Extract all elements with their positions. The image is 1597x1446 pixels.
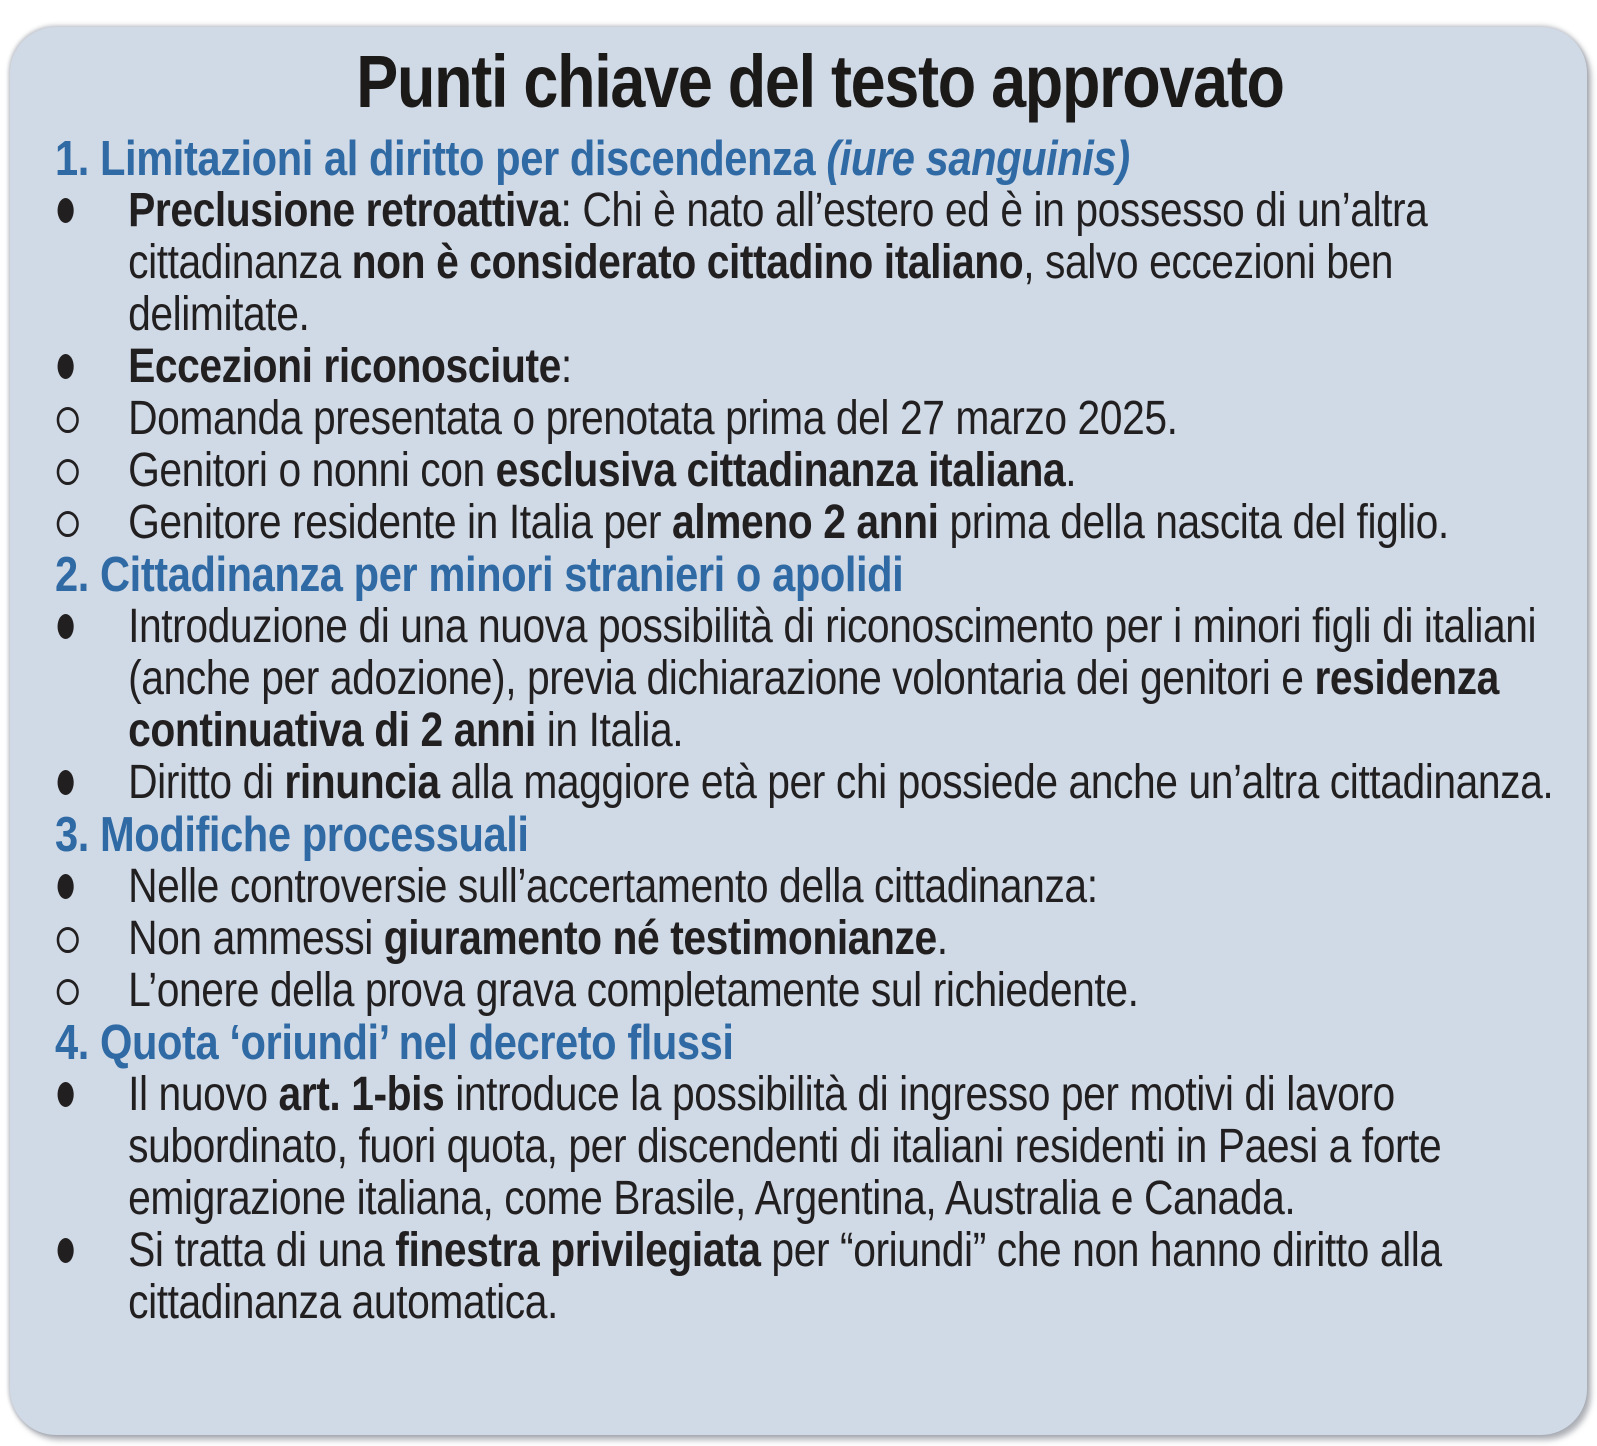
item-text [128,393,1585,445]
item-text [128,445,1585,497]
text-segment: giuramento né testimonianze [383,912,937,965]
text-segment: 1. Limitazioni al diritto per discendenza [55,132,827,186]
circle-icon [57,979,79,1005]
bullet-icon [58,770,74,795]
bullet-marker [55,861,128,899]
text-segment: almeno 2 anni [671,496,939,549]
text-segment: : [560,340,572,393]
text-segment: rinuncia [284,756,440,809]
card-content [55,41,1585,1329]
text-segment: non è considerato cittadino italiano [351,236,1024,289]
text-segment: introduce la possibilità di ingresso per motivi di lavoro subordinato, fuori quota, per discendenti di italiani residenti in Paesi a forte emigrazione italiana, come Brasile, Argentina, Australia e Canada. [128,1068,1442,1225]
item-text [128,601,1585,757]
item-text [128,497,1585,549]
page-title: Punti chiave del testo approvato [356,40,1284,123]
bullet-marker [55,185,128,223]
list-item [55,445,1585,497]
bullet-marker [55,601,128,639]
list-item [55,1069,1585,1225]
circle-icon [57,459,79,485]
text-segment: . [936,912,948,965]
text-segment: , salvo eccezioni ben delimitate. [128,236,1394,341]
section-heading-1 [55,133,1585,185]
item-text [128,861,1585,913]
bullet-icon [58,614,74,639]
item-text [128,1069,1585,1225]
circle-icon [57,511,79,537]
list-item [55,497,1585,549]
key-points-card [10,27,1587,1435]
bullet-marker [55,1225,128,1263]
text-segment: Introduzione di una nuova possibilità di riconoscimento per i minori figli di italiani (anche per adozione), previa dichiarazione volontaria dei genitori e [128,600,1537,705]
circle-icon [57,927,79,953]
circle-marker [55,445,128,485]
list-item [55,185,1585,341]
text-segment: 3. Modifiche processuali [55,808,529,862]
text-segment: Genitore residente in Italia per [128,496,672,549]
bullet-marker [55,341,128,379]
card-inner [55,35,1555,1329]
circle-marker [55,965,128,1005]
list-item [55,1225,1585,1329]
section-heading-3 [55,809,1585,861]
text-segment: Si tratta di una [128,1224,396,1277]
bullet-marker [55,1069,128,1107]
item-text [128,1225,1585,1329]
text-segment: residenza continuativa di 2 anni [128,652,1499,757]
text-segment: Eccezioni riconosciute [128,340,561,393]
item-text [128,913,1585,965]
text-segment: L’onere della prova grava completamente sul richiedente. [128,964,1139,1017]
circle-icon [57,407,79,433]
list-item [55,913,1585,965]
text-segment: in Italia. [535,704,684,757]
list-item [55,861,1585,913]
list-item [55,601,1585,757]
section-heading-4 [55,1017,1585,1069]
circle-marker [55,497,128,537]
text-segment: : Chi è nato all’estero ed è in possesso di un’altra cittadinanza [128,184,1428,289]
circle-marker [55,393,128,433]
text-segment: Diritto di [128,756,285,809]
text-segment: Genitori o nonni con [128,444,496,497]
circle-marker [55,913,128,953]
bullet-icon [58,1082,74,1107]
list-item [55,757,1585,809]
text-segment: Non ammessi [128,912,384,965]
bullet-icon [58,354,74,379]
section-heading-2 [55,549,1585,601]
item-text [128,185,1585,341]
text-segment: esclusiva cittadinanza italiana [495,444,1066,497]
bullet-icon [58,874,74,899]
text-segment: Nelle controversie sull’accertamento della cittadinanza: [128,860,1098,913]
text-segment: per “oriundi” che non hanno diritto alla cittadinanza automatica. [128,1224,1442,1329]
list-item [55,965,1585,1017]
list-item [55,393,1585,445]
bullet-marker [55,757,128,795]
text-segment: (iure sanguinis) [826,132,1130,186]
bullet-icon [58,198,74,223]
text-segment: Preclusione retroattiva [128,184,561,237]
text-segment: . [1065,444,1077,497]
list-item [55,341,1585,393]
text-segment: 4. Quota ‘oriundi’ nel decreto flussi [55,1016,734,1070]
text-segment: 2. Cittadinanza per minori stranieri o apolidi [55,548,904,602]
text-segment: finestra privilegiata [395,1224,761,1277]
text-segment: Il nuovo [128,1068,279,1121]
key-points-list [55,133,1585,1329]
item-text [128,965,1585,1017]
item-text [128,341,1585,393]
text-segment: alla maggiore età per chi possiede anche un’altra cittadinanza. [439,756,1554,809]
text-segment: art. 1-bis [278,1068,445,1121]
bullet-icon [58,1238,74,1263]
item-text [128,757,1585,809]
text-segment: prima della nascita del figlio. [938,496,1449,549]
text-segment: Domanda presentata o prenotata prima del 27 marzo 2025. [128,392,1178,445]
